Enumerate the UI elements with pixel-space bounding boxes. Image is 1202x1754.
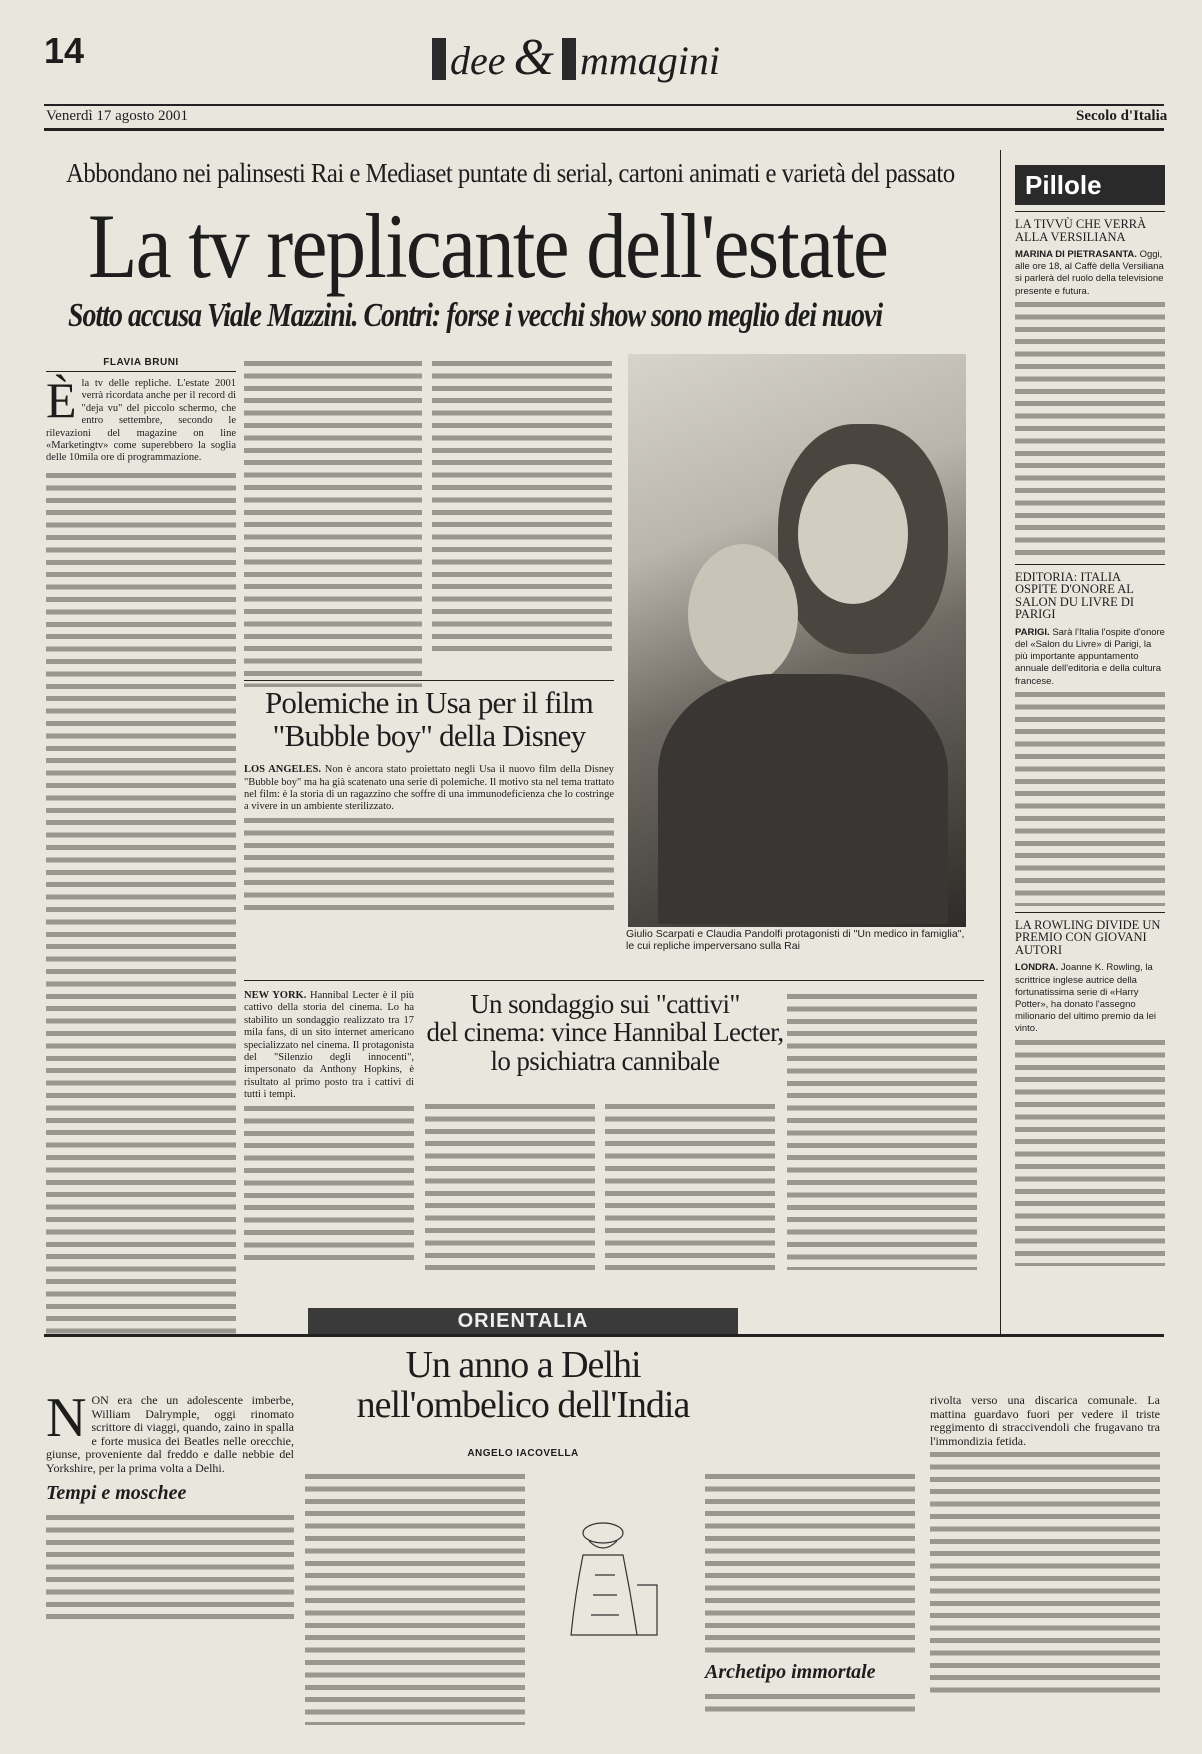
- sidebar-item-3-text-continued: [1015, 1036, 1165, 1266]
- sidebar-item-2-text: PARIGI. Sarà l'Italia l'ospite d'onore del «Salon du Livre» di Parigi, la più importante appuntamento annuale dell'editoria e della cultura francese.: [1015, 626, 1165, 687]
- article-kicker: Abbondano nei palinsesti Rai e Mediaset puntate di serial, cartoni animati e varietà del passato: [66, 158, 955, 188]
- article-subhead: Sotto accusa Viale Mazzini. Contri: forse i vecchi show sono meglio dei nuovi: [68, 297, 883, 334]
- sidebar-item-1-head: LA TIVVÙ CHE VERRÀ ALLA VERSILIANA: [1015, 217, 1147, 244]
- masthead-word-1: dee: [450, 38, 506, 83]
- cattivi-lead-paragraph: NEW YORK. Hannibal Lecter è il più cattivo della storia del cinema. Lo ha stabilito un sondaggio realizzato tra 17 mila fans, di un sito internet americano specializzato nel cinema. Il protagonista del "Silenzio degli innocenti", impersonato da Anthony Hopkins, è risultato al primo posto tra i cattivi di tutti i tempi.: [244, 990, 415, 1101]
- article-column-2-text: [244, 357, 422, 687]
- masthead-word-2: mmagini: [579, 38, 720, 83]
- box-rule: [244, 680, 614, 681]
- orientalia-column-3: [705, 1470, 915, 1716]
- sidebar-item-2-text-continued: [1015, 688, 1165, 906]
- masthead-block-letter: [432, 38, 446, 80]
- article-byline: FLAVIA BRUNI: [103, 357, 179, 368]
- photo-caption: Giulio Scarpati e Claudia Pandolfi protagonisti di "Un medico in famiglia", le cui repliche imperversano sulla Rai: [626, 928, 965, 952]
- article-lead-paragraph: Èla tv delle repliche. L'estate 2001 verrà ricordata anche per il record di "deja vu" del piccolo schermo, che entro settembre, secondo le rilevazioni del magazine on line «Marketingtv» come superebbero la soglia delle 10mila ore di programmazione.: [46, 372, 236, 464]
- orientalia-lead-paragraph: NON era che un adolescente imberbe, William Dalrymple, oggi rinomato scrittore di viaggi, quando, zaino in spalla e forte musica dei Beatles nelle orecchie, giunse, proveniente dal freddo e dalle nebbie del Yorkshire, per la prima volta a Delhi.: [46, 1387, 294, 1475]
- bubble-boy-title: Polemiche in Usa per il film "Bubble boy" della Disney: [264, 685, 593, 753]
- section-masthead: [432, 28, 720, 87]
- cattivi-box-rule: [244, 980, 984, 981]
- orientalia-column-2-text: [305, 1470, 525, 1725]
- orientalia-column-1-text: [46, 1511, 294, 1621]
- photo-figure-man: [688, 544, 798, 684]
- bubble-boy-text-continued: [244, 814, 614, 913]
- orientalia-illustration: [545, 1515, 665, 1645]
- orientalia-right-lead: rivolta verso una discarica comunale. La mattina guardavo fuori per vedere il triste reggimento di straccivendoli che frugavano tra l'immondizia fetida.: [930, 1393, 1160, 1448]
- orientalia-title: Un anno a Delhi nell'ombelico dell'India: [356, 1344, 690, 1426]
- orientalia-banner: ORIENTALIA: [308, 1308, 738, 1334]
- header-rule-bottom: [44, 128, 1164, 131]
- masthead-ampersand: &: [513, 29, 554, 86]
- orientalia-subsection-2: Archetipo immortale: [705, 1661, 876, 1683]
- article-photo: [628, 354, 966, 927]
- orientalia-column-4-text: [930, 1448, 1160, 1698]
- sidebar-item-3-head: LA ROWLING DIVIDE UN PREMIO CON GIOVANI AUTORI: [1015, 917, 1161, 957]
- pillole-title: Pillole: [1015, 165, 1165, 205]
- sidebar-item-2-head: EDITORIA: ITALIA OSPITE D'ONORE AL SALON DU LIVRE DI PARIGI: [1015, 569, 1135, 622]
- header-rule: [44, 104, 1164, 106]
- orientalia-column-3-text-end: [705, 1690, 915, 1716]
- bubble-boy-box: [244, 680, 614, 913]
- orientalia-top-rule: [44, 1334, 1164, 1337]
- orientalia-byline: ANGELO IACOVELLA: [467, 1448, 579, 1459]
- photo-figure-woman: [798, 464, 908, 604]
- orientalia-column-1: [46, 1387, 294, 1621]
- cattivi-column-1: [244, 990, 414, 1262]
- sidebar-divider: [1000, 150, 1001, 1335]
- date-line: Venerdì 17 agosto 2001: [46, 108, 189, 124]
- sidebar-item-1-text-continued: [1015, 298, 1165, 558]
- cattivi-column-3-text: [605, 1100, 775, 1270]
- orientalia-subsection-1: Tempi e moschee: [46, 1481, 187, 1504]
- cattivi-column-4-text: [787, 990, 977, 1270]
- sidebar-item-1-text: MARINA DI PIETRASANTA. Oggi, alle ore 18, al Caffè della Versiliana si parlerà del ruolo della televisione presente e futura.: [1015, 249, 1164, 297]
- cattivi-column-1-text: [244, 1102, 414, 1262]
- orientalia-column-3-text: [705, 1470, 915, 1655]
- cattivi-column-2-text: [425, 1100, 595, 1270]
- paper-name: Secolo d'Italia: [1076, 108, 1168, 124]
- bubble-boy-text: LOS ANGELES. Non è ancora stato proiettato negli Usa il nuovo film della Disney "Bubble boy" ma ha già scatenato una serie di polemiche. Il motivo sta nel tema trattato nel film: è la storia di un ragazzino che soffre di una immunodeficienza che lo costringe a vivere in un ambiente sterilizzato.: [244, 764, 614, 813]
- pillole-sidebar: [1015, 165, 1165, 1266]
- orientalia-column-4: [930, 1394, 1160, 1698]
- article-dropcap: È: [46, 372, 77, 428]
- article-headline: La tv replicante dell'estate: [88, 195, 888, 297]
- photo-figures-body: [658, 674, 948, 924]
- masthead-block-letter: [562, 38, 576, 80]
- cattivi-headline: Un sondaggio sui "cattivi" del cinema: vince Hannibal Lecter, lo psichiatra cannibale: [426, 989, 784, 1076]
- article-column-1: [46, 357, 236, 1339]
- sidebar-item-3-text: LONDRA. Joanne K. Rowling, la scrittrice inglese autrice della fortunatissima serie di «Harry Potter», ha donato l'assegno milionario del ultimo premio da lei vinto.: [1015, 962, 1156, 1035]
- article-column-1-text: [46, 469, 236, 1339]
- orientalia-dropcap: N: [46, 1387, 87, 1449]
- article-column-3-text: [432, 357, 612, 657]
- page-number: 14: [44, 30, 85, 71]
